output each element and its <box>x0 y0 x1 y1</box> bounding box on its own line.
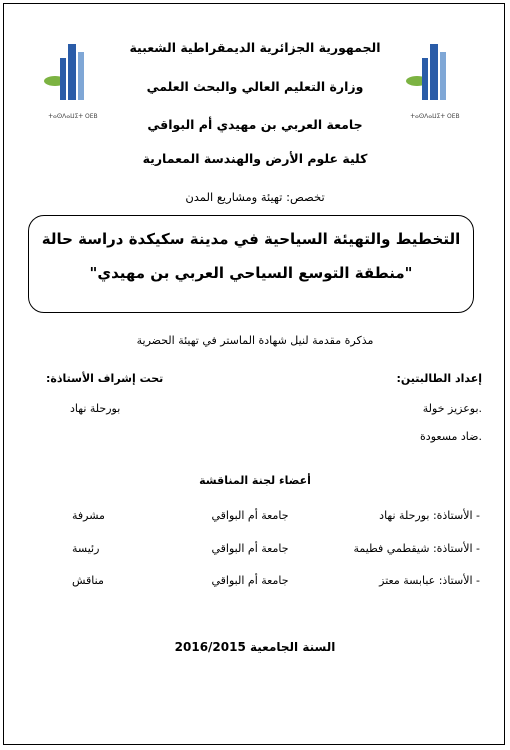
committee-member-role: مناقش <box>72 574 104 587</box>
supervisor-name: بورحلة نهاد <box>70 402 121 415</box>
committee-member-name: - الأستاذة: بورحلة نهاد <box>379 509 480 522</box>
thesis-title-line2: "منطقة التوسع السياحي العربي بن مهيدي" <box>89 264 413 282</box>
thesis-title-box <box>28 215 474 313</box>
university-name: جامعة العربي بن مهيدي أم البواقي <box>147 117 363 132</box>
committee-member-role: مشرفة <box>72 509 105 522</box>
committee-member-name: - الأستاذة: شيقطمي فطيمة <box>353 542 480 555</box>
committee-member-role: رئيسة <box>72 542 100 555</box>
ministry-name: وزارة التعليم العالي والبحث العلمي <box>146 79 364 94</box>
republic-name: الجمهورية الجزائرية الديمقراطية الشعبية <box>129 40 381 55</box>
committee-member-university: جامعة أم البواقي <box>211 574 289 587</box>
committee-member-university: جامعة أم البواقي <box>211 542 289 555</box>
student-name: .ضاد مسعودة <box>420 430 482 443</box>
specialty: تخصص: تهيئة ومشاريع المدن <box>185 190 325 204</box>
university-logo-right: ⵜⴰⵙⴷⴰⵡⵉⵜ OEB <box>400 40 470 120</box>
committee-title: أعضاء لجنة المناقشة <box>199 474 311 487</box>
memo-statement: مذكرة مقدمة لنيل شهادة الماستر في تهيئة الحضرية <box>136 334 374 347</box>
university-logo-left: ⵜⴰⵙⴷⴰⵡⵉⵜ OEB <box>38 40 108 120</box>
thesis-title-line1: التخطيط والتهيئة السياحية في مدينة سكيكدة دراسة حالة <box>41 230 461 248</box>
prepared-by-label: إعداد الطالبتين: <box>396 372 482 385</box>
committee-member-name: - الأستاذ: عبابسة معتز <box>379 574 480 587</box>
student-name: .بوعزيز خولة <box>422 402 482 415</box>
committee-member-university: جامعة أم البواقي <box>211 509 289 522</box>
faculty-name: كلية علوم الأرض والهندسة المعمارية <box>142 151 368 166</box>
supervision-label: تحت إشراف الأستاذة: <box>46 372 164 385</box>
academic-year: السنة الجامعية 2016/2015 <box>174 640 336 654</box>
